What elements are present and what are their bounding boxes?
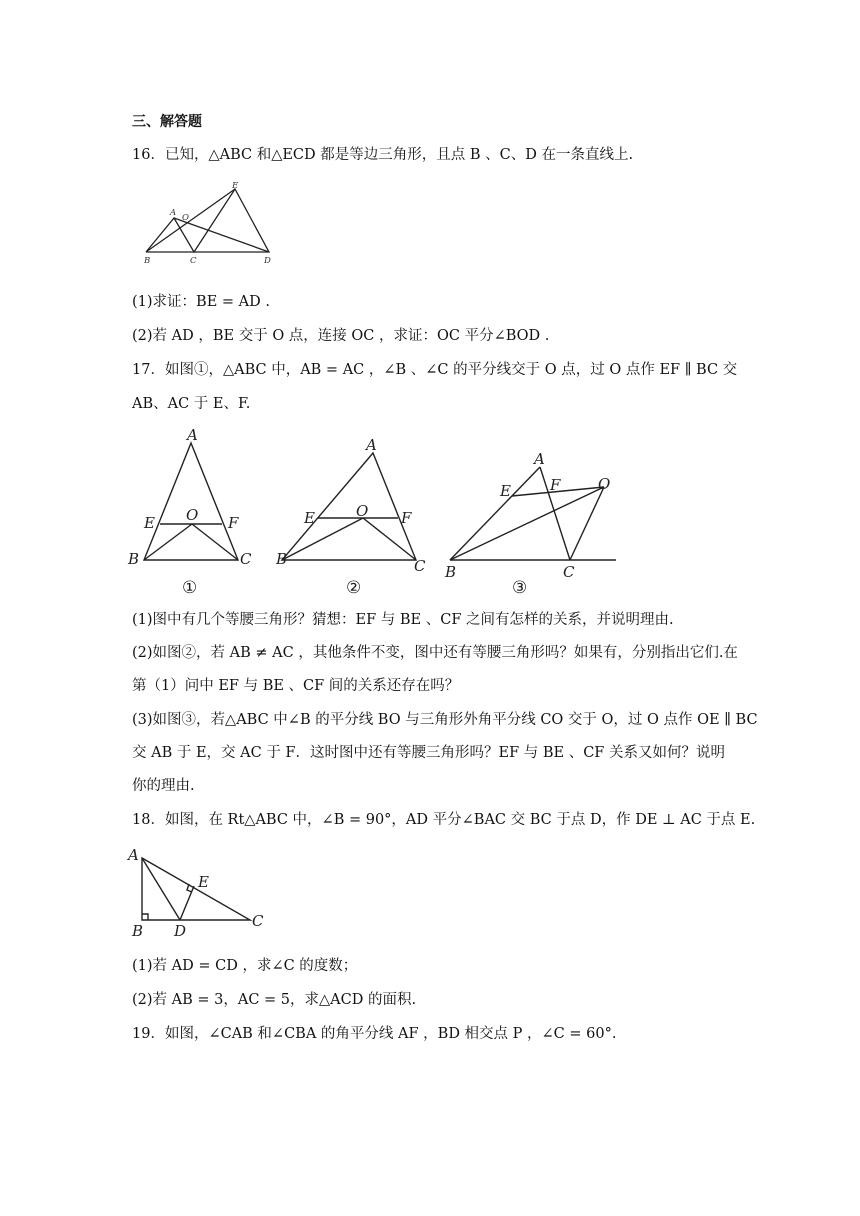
q17-fig2-label-o: O	[356, 502, 369, 520]
q16-label-c: C	[190, 256, 197, 266]
q18-label-d: D	[174, 922, 187, 940]
q18-label-e: E	[198, 873, 209, 891]
q17-figures	[120, 420, 630, 600]
q17-fig1-label-a: A	[187, 426, 198, 444]
q18-stem: 18．如图，在 Rt△ABC 中，∠B = 90°，AD 平分∠BAC 交 BC 于点 D，作 DE ⊥ AC 于点 E.	[132, 812, 756, 828]
q17-stem-line1: 17．如图①，△ABC 中，AB = AC ，∠B 、∠C 的平分线交于 O 点，过 O 点作 EF ∥ BC 交	[132, 362, 738, 378]
q18-label-a: A	[128, 846, 139, 864]
q16-part1: (1)求证：BE = AD .	[132, 294, 270, 310]
q16-stem: 16．已知，△ABC 和△ECD 都是等边三角形，且点 B 、C、D 在一条直线上.	[132, 147, 634, 163]
q17-part2-line1: (2)如图②，若 AB ≠ AC ，其他条件不变，图中还有等腰三角形吗？如果有，分别指出它们.在	[132, 645, 738, 661]
q16-label-o: O	[182, 213, 189, 223]
q16-label-e: E	[232, 181, 239, 191]
q17-fig3-label-b: B	[445, 563, 457, 581]
q18-label-b: B	[132, 922, 144, 940]
q17-fig-number-2: ②	[346, 578, 362, 598]
q17-stem-line2: AB、AC 于 E、F.	[132, 396, 251, 412]
q17-fig3-label-a: A	[534, 450, 545, 468]
q17-fig3-label-c: C	[563, 563, 575, 581]
q18-part2: (2)若 AB = 3，AC = 5，求△ACD 的面积.	[132, 992, 417, 1008]
q17-part3-line1: (3)如图③，若△ABC 中∠B 的平分线 BO 与三角形外角平分线 CO 交于 O，过 O 点作 OE ∥ BC	[132, 712, 758, 728]
q17-fig2-label-e: E	[304, 509, 315, 527]
q17-fig-number-3: ③	[512, 578, 528, 598]
q17-fig2-label-b: B	[276, 550, 288, 568]
q17-fig1-label-c: C	[240, 550, 252, 568]
q16-part2: (2)若 AD ，BE 交于 O 点，连接 OC ，求证：OC 平分∠BOD .	[132, 328, 550, 344]
q17-fig3-label-f: F	[550, 476, 561, 494]
q19-stem: 19．如图，∠CAB 和∠CBA 的角平分线 AF ，BD 相交点 P ，∠C = 60°.	[132, 1026, 617, 1042]
q16-label-b: B	[144, 256, 151, 266]
q17-part3-line3: 你的理由.	[132, 778, 195, 794]
q17-part3-line2: 交 AB 于 E，交 AC 于 F．这时图中还有等腰三角形吗？EF 与 BE 、CF 关系又如何？说明	[132, 745, 725, 761]
q17-fig1-label-e: E	[144, 514, 155, 532]
q17-part1: (1)图中有几个等腰三角形？猜想：EF 与 BE 、CF 之间有怎样的关系，并说明理由.	[132, 612, 674, 628]
q17-fig2-label-f: F	[401, 509, 412, 527]
q17-fig2-label-a: A	[366, 436, 377, 454]
q16-label-a: A	[170, 208, 177, 218]
q17-fig1-label-o: O	[186, 506, 199, 524]
q17-fig2-label-c: C	[414, 557, 426, 575]
q18-part1: (1)若 AD = CD ，求∠C 的度数；	[132, 958, 358, 974]
q17-fig3-label-e: E	[500, 482, 511, 500]
q16-figure	[138, 180, 278, 268]
q18-figure	[126, 842, 276, 942]
q17-fig1-label-b: B	[128, 550, 140, 568]
q16-label-d: D	[264, 256, 271, 266]
q17-fig3-label-o: O	[598, 475, 611, 493]
q17-fig1-label-f: F	[228, 514, 239, 532]
section-title: 三、解答题	[132, 114, 202, 130]
q17-part2-line2: 第（1）问中 EF 与 BE 、CF 间的关系还存在吗？	[132, 678, 460, 694]
q18-label-c: C	[252, 912, 264, 930]
q17-fig-number-1: ①	[182, 578, 198, 598]
